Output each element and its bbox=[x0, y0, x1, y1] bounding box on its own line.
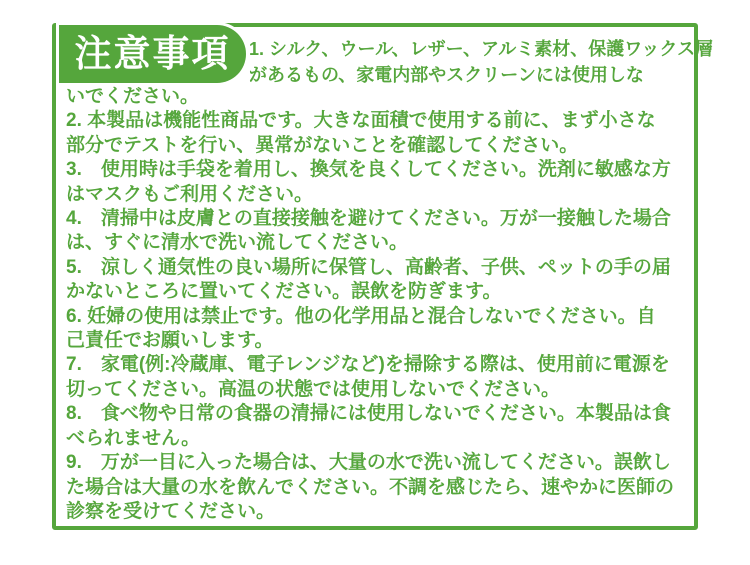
notice-title-badge bbox=[59, 25, 246, 83]
notice-item-2: 2. 本製品は機能性商品です。大きな面積で使用する前に、まず小さな部分でテストを行い、異常がないことを確認してください。 bbox=[66, 110, 656, 156]
notice-item-1-lead: 1. シルク、ウール、レザー、アルミ素材、保護ワックス層があるもの、家電内部やスクリーンには使用しな bbox=[249, 39, 714, 85]
notice-item-8: 8. 食べ物や日常の食器の清掃には使用しないでください。本製品は食べられません。 bbox=[66, 403, 671, 449]
notice-item-7: 7. 家電(例:冷蔵庫、電子レンジなど)を掃除する際は、使用前に電源を切ってください。高温の状態では使用しないでください。 bbox=[66, 354, 670, 400]
notice-item-6: 6. 妊婦の使用は禁止です。他の化学用品と混合しないでください。自己責任でお願いします。 bbox=[66, 305, 656, 352]
notice-item-1-continuation: いでください。 bbox=[66, 86, 200, 107]
notice-item-3: 3. 使用時は手袋を着用し、換気を良くしてください。洗剤に敏感な方はマスクもご利用ください。 bbox=[66, 159, 671, 205]
notice-item-9: 9. 万が一目に入った場合は、大量の水で洗い流してください。誤飲した場合は大量の水を飲んでください。不調を感じたら、速やかに医師の診察を受けてください。 bbox=[66, 452, 675, 522]
notice-title: 注意事項 bbox=[74, 32, 231, 74]
notice-body bbox=[66, 85, 674, 524]
notice-item-4: 4. 清掃中は皮膚との直接接触を避けてください。万が一接触した場合は、すぐに清水で洗い流してください。 bbox=[66, 208, 671, 254]
notice-item-5: 5. 涼しく通気性の良い場所に保管し、高齢者、子供、ペットの手の届かないところに置いてください。誤飲を防ぎます。 bbox=[66, 256, 671, 303]
